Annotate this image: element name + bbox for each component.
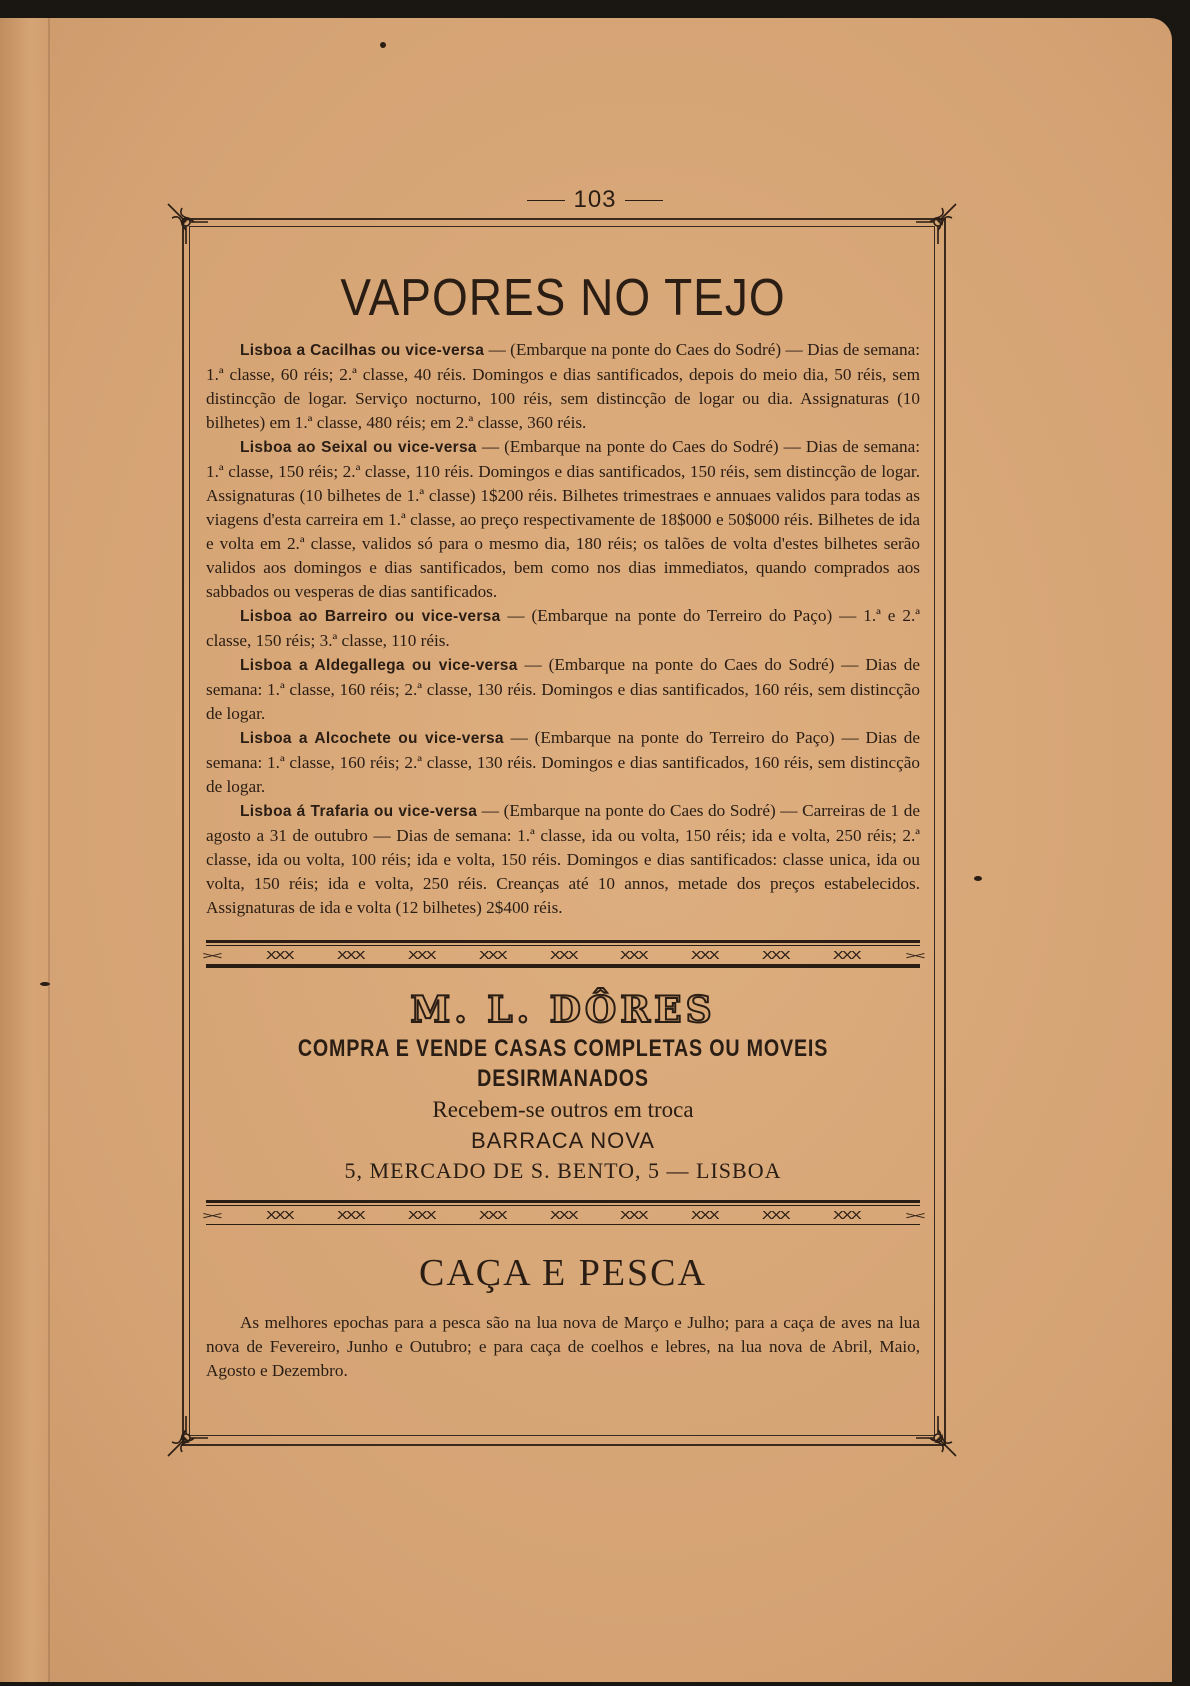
route-name: Lisboa a Alcochete ou vice-versa bbox=[240, 730, 504, 747]
advert-shop-name: BARRACA NOVA bbox=[471, 1128, 655, 1153]
page-number bbox=[0, 186, 1190, 214]
advert-tagline: COMPRA E VENDE CASAS COMPLETAS OU MOVEIS DESIRMANADOS bbox=[297, 1035, 829, 1092]
corner-ornament-icon bbox=[164, 1414, 210, 1460]
ferry-entry bbox=[206, 799, 920, 920]
section-title-vapores: VAPORES NO TEJO bbox=[340, 267, 786, 327]
page-fold-shadow bbox=[0, 18, 52, 1682]
ferry-entry bbox=[206, 653, 920, 726]
corner-ornament-icon bbox=[914, 1414, 960, 1460]
ferry-entry bbox=[206, 435, 920, 604]
route-details: — (Embarque na ponte do Caes do Sodré) — Carreiras de 1 de agosto a 31 de outubro — Dias de semana: 1.ª classe, ida ou volta, 150 réis; ida e volta, 250 réis; 2.ª classe, ida ou volta, 100 réis; ida e volta, 150 réis. Domingos e dias santificados: classe unica, ida ou volta, 150 réis; ida e volta, 250 réis. Creanças até 10 annos, metade dos preços estabelecidos. Assignaturas de ida e volta (12 bilhetes) 2$400 réis. bbox=[206, 801, 920, 917]
caca-pesca-text: As melhores epochas para a pesca são na lua nova de Março e Julho; para a caça de aves na lua nova de Fevereiro, Junho e Outubro; e para caça de coelhos e lebres, na lua nova de Abril, Maio, Agosto e Dezembro. bbox=[206, 1313, 920, 1380]
ferry-entry bbox=[206, 726, 920, 799]
ink-speck bbox=[40, 982, 50, 986]
decorative-rule-top: >< XXX XXX XXX XXX XXX XXX XXX XXX XXX >< bbox=[206, 940, 920, 968]
page-content bbox=[202, 262, 924, 1383]
advert-address: 5, MERCADO DE S. BENTO, 5 — LISBOA bbox=[344, 1158, 782, 1183]
route-name: Lisboa ao Barreiro ou vice-versa bbox=[240, 608, 501, 625]
advertisement bbox=[206, 986, 920, 1186]
route-name: Lisboa ao Seixal ou vice-versa bbox=[240, 439, 477, 456]
page-number-text: 103 bbox=[573, 186, 617, 213]
page-fold-line bbox=[48, 18, 50, 1682]
route-details: — (Embarque na ponte do Terreiro do Paço) — 1.ª e 2.ª classe, 150 réis; 3.ª classe, 110 réis. bbox=[206, 606, 921, 650]
advert-business-name: M. L. DÔRES bbox=[410, 989, 716, 1031]
route-details: — (Embarque na ponte do Caes do Sodré) — Dias de semana: 1.ª classe, 60 réis; 2.ª classe, 40 réis. Domingos e dias santificados, depois do meio dia, 50 réis, sem distincção de logar. Serviço nocturno, 100 réis, sem distincção de logar ou dia. Assignaturas (10 bilhetes) em 1.ª classe, 480 réis; em 2.ª classe, 360 réis. bbox=[206, 340, 920, 432]
ink-speck bbox=[380, 42, 386, 48]
route-name: Lisboa a Cacilhas ou vice-versa bbox=[240, 342, 485, 359]
route-name: Lisboa á Trafaria ou vice-versa bbox=[240, 803, 478, 820]
decorative-rule-bottom: >< XXX XXX XXX XXX XXX XXX XXX XXX XXX >< bbox=[206, 1200, 920, 1225]
route-details: — (Embarque na ponte do Caes do Sodré) — Dias de semana: 1.ª classe, 150 réis; 2.ª classe, 110 réis. Domingos e dias santificados, 150 réis, sem distincção de logar. Assignaturas (10 bilhetes de 1.ª classe) 1$200 réis. Bilhetes trimestraes e annuaes validos para todas as viagens d'esta carreira em 1.ª classe, ao preço respectivamente de 18$000 e 50$000 réis. Bilhetes de ida e volta em 2.ª classe, validos só para o mesmo dia, 180 réis; os talões de volta d'estes bilhetes serão validos aos domingos e dias santificados, bem como nos dias immediatos, quando comprados aos sabbados ou vesperas de dias santificados. bbox=[206, 437, 920, 601]
route-details: — (Embarque na ponte do Terreiro do Paço) — Dias de semana: 1.ª classe, 160 réis; 2.ª classe, 130 réis. Domingos e dias santificados, 160 réis, sem distincção de logar. bbox=[206, 728, 921, 796]
section-title-caca-pesca: CAÇA E PESCA bbox=[419, 1252, 707, 1294]
advert-subline: Recebem-se outros em troca bbox=[432, 1097, 694, 1122]
route-name: Lisboa a Aldegallega ou vice-versa bbox=[240, 657, 518, 674]
ink-speck bbox=[974, 876, 982, 881]
route-details: — (Embarque na ponte do Caes do Sodré) — Dias de semana: 1.ª classe, 160 réis; 2.ª classe, 130 réis. Domingos e dias santificados, 160 réis, sem distincção de logar. bbox=[206, 655, 920, 723]
ferry-entry bbox=[206, 338, 920, 435]
ferry-entry bbox=[206, 604, 920, 653]
